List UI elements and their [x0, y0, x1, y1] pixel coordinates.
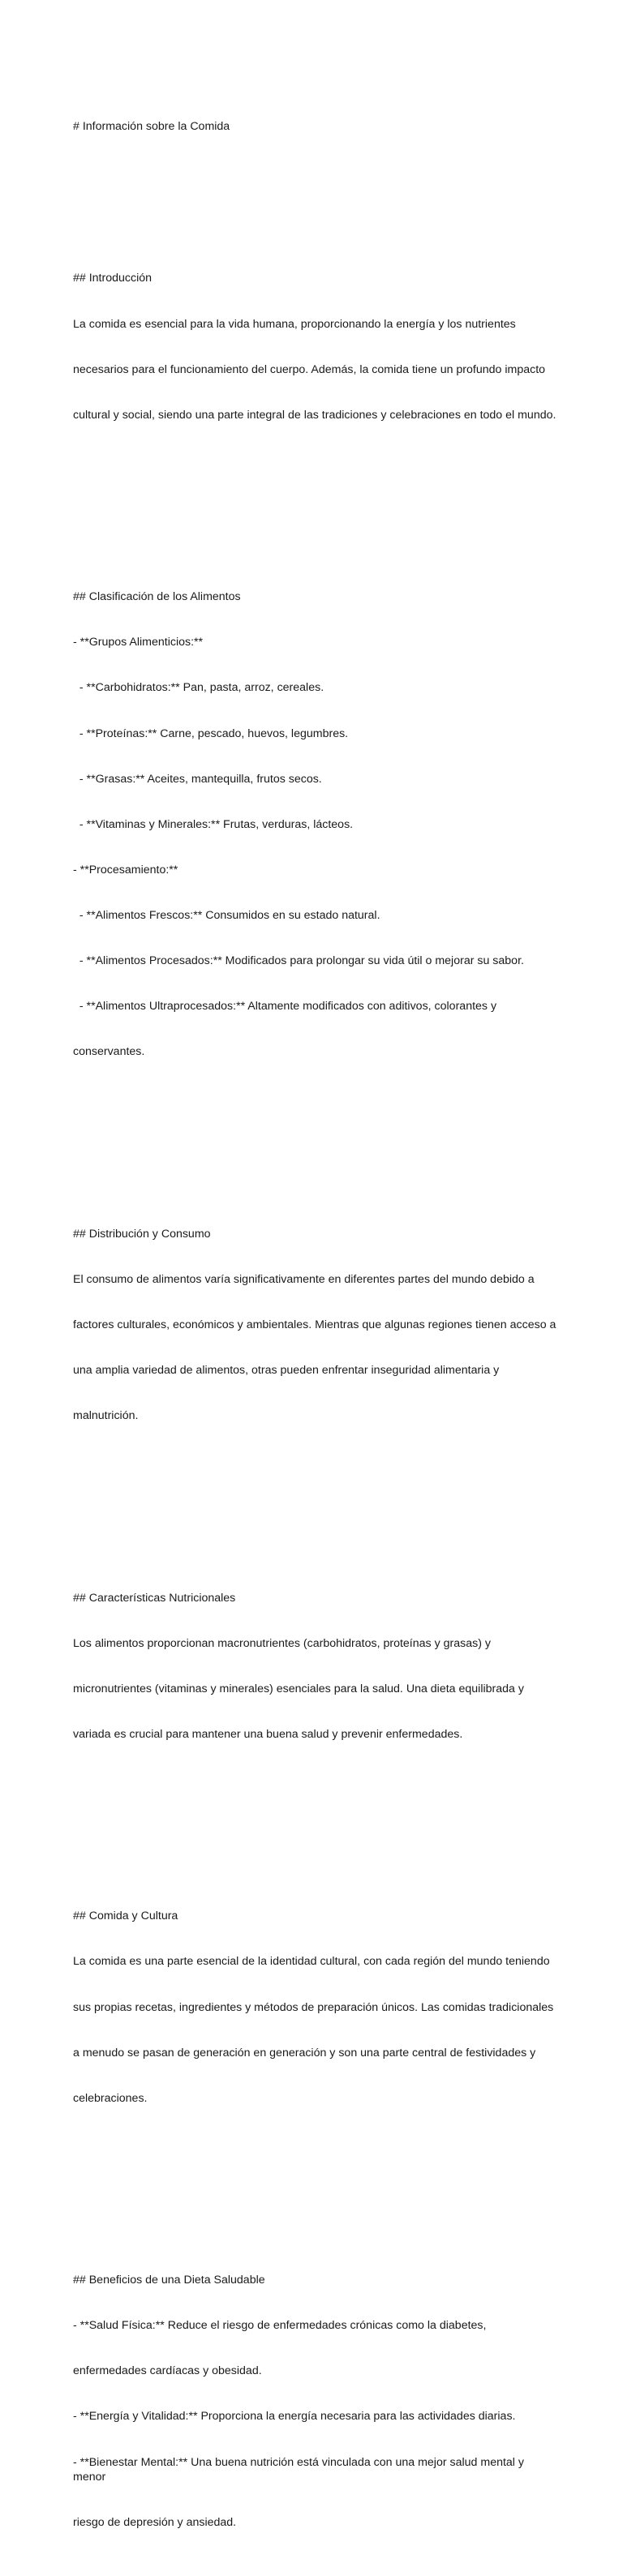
list-item: riesgo de depresión y ansiedad. [73, 2516, 237, 2530]
list-item: - **Carbohidratos:** Pan, pasta, arroz, cereales. [73, 681, 324, 695]
list-item: - **Grupos Alimenticios:** [73, 636, 204, 649]
document-title: # Información sobre la Comida [73, 120, 230, 134]
list-item: - **Salud Física:** Reduce el riesgo de enfermedades crónicas como la diabetes, [73, 2319, 487, 2333]
list-item: enfermedades cardíacas y obesidad. [73, 2364, 262, 2378]
spacer [73, 165, 560, 181]
section-clasificacion [73, 559, 560, 1091]
paragraph-line: sus propias recetas, ingredientes y métodos de preparación únicos. Las comidas tradicionales [73, 2000, 554, 2014]
spacer [73, 1121, 560, 1136]
paragraph-line: La comida es esencial para la vida humana, proporcionando la energía y los nutrientes [73, 317, 516, 331]
section-heading: ## Características Nutricionales [73, 1591, 236, 1605]
section-introduccion [73, 241, 560, 453]
paragraph-line: necesarios para el funcionamiento del cuerpo. Además, la comida tiene un profundo impacto [73, 362, 546, 376]
list-item: - **Vitaminas y Minerales:** Frutas, verduras, lácteos. [73, 817, 354, 831]
list-item: conservantes. [73, 1045, 145, 1059]
paragraph-line: El consumo de alimentos varía significativamente en diferentes partes del mundo debido a [73, 1272, 535, 1286]
section-comida-cultura [73, 1879, 560, 2137]
section-distribucion [73, 1196, 560, 1454]
section-heading: ## Clasificación de los Alimentos [73, 590, 241, 604]
paragraph-line: micronutrientes (vitaminas y minerales) esenciales para la salud. Una dieta equilibrada y [73, 1682, 524, 1695]
section-heading: ## Introducción [73, 272, 153, 285]
paragraph-line: malnutrición. [73, 1409, 139, 1423]
section-heading: ## Distribución y Consumo [73, 1227, 211, 1241]
paragraph-line: Los alimentos proporcionan macronutrientes (carbohidratos, proteínas y grasas) y [73, 1636, 491, 1650]
spacer [73, 1485, 560, 1500]
list-item: - **Proteínas:** Carne, pescado, huevos, legumbres. [73, 727, 349, 740]
spacer [73, 483, 560, 499]
paragraph-line: La comida es una parte esencial de la identidad cultural, con cada región del mundo teniendo [73, 1955, 550, 1969]
paragraph-line: variada es crucial para mantener una buena salud y prevenir enfermedades. [73, 1727, 463, 1741]
list-item: - **Grasas:** Aceites, mantequilla, frutos secos. [73, 772, 322, 786]
list-item: - **Bienestar Mental:** Una buena nutrición está vinculada con una mejor salud mental y menor [73, 2455, 527, 2484]
list-item: - **Energía y Vitalidad:** Proporciona la energía necesaria para las actividades diarias. [73, 2410, 516, 2424]
paragraph-line: cultural y social, siendo una parte integral de las tradiciones y celebraciones en todo el mundo. [73, 408, 556, 422]
section-heading: ## Beneficios de una Dieta Saludable [73, 2274, 265, 2287]
paragraph-line: factores culturales, económicos y ambientales. Mientras que algunas regiones tienen acceso a [73, 1318, 556, 1331]
list-item: - **Alimentos Procesados:** Modificados para prolongar su vida útil o mejorar su sabor. [73, 954, 524, 968]
list-item: - **Alimentos Ultraprocesados:** Altamente modificados con aditivos, colorantes y [73, 1000, 497, 1014]
document-page [73, 89, 560, 2576]
paragraph-line: a menudo se pasan de generación en generación y son una parte central de festividades y [73, 2046, 536, 2060]
paragraph-line: una amplia variedad de alimentos, otras pueden enfrentar inseguridad alimentaria y [73, 1364, 500, 1378]
list-item: - **Alimentos Frescos:** Consumidos en su estado natural. [73, 908, 380, 922]
section-caracteristicas [73, 1560, 560, 1772]
section-heading: ## Comida y Cultura [73, 1909, 178, 1923]
section-beneficios [73, 2243, 560, 2561]
spacer [73, 2167, 560, 2182]
spacer [73, 1802, 560, 1818]
list-item: - **Procesamiento:** [73, 863, 178, 877]
paragraph-line: celebraciones. [73, 2091, 148, 2105]
